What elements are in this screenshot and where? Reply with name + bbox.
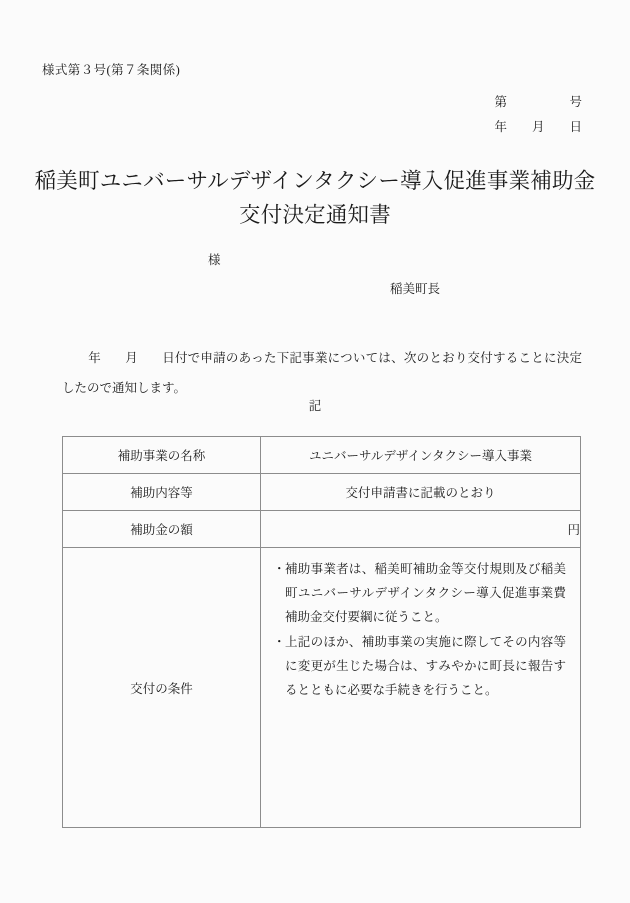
row-label-subsidy-amount: 補助金の額: [63, 511, 261, 548]
row-value-subsidy-content: 交付申請書に記載のとおり: [261, 474, 581, 511]
document-number-line: 第 号: [494, 95, 582, 109]
row-value-subsidy-amount: 円: [261, 511, 581, 548]
conditions-list: [273, 557, 566, 702]
title-line-2: 交付決定通知書: [239, 203, 391, 227]
table-row: [63, 437, 581, 474]
body-paragraph: [62, 343, 582, 403]
table-row: [63, 474, 581, 511]
row-label-grant-conditions: 交付の条件: [63, 548, 261, 828]
row-label-subsidy-content: 補助内容等: [63, 474, 261, 511]
condition-text: 補助事業者は、稲美町補助金等交付規則及び稲美町ユニバーサルデザインタクシー導入促進事業費補助金交付要綱に従うこと。: [285, 562, 566, 624]
body-month-blank: 月: [124, 350, 138, 365]
body-sentence: 日付で申請のあった下記事業については、次のとおり交付することに決定したので通知します。: [62, 350, 582, 395]
form-number: 様式第３号(第７条関係): [42, 63, 181, 77]
addressee-honorific: 様: [208, 253, 221, 267]
ki-marker: 記: [308, 399, 322, 413]
table-row: [63, 548, 581, 828]
body-year-blank: 年: [88, 350, 101, 365]
grant-details-table: [62, 436, 581, 828]
list-item: [273, 557, 566, 629]
bullet-icon: ・: [273, 562, 286, 576]
row-label-project-name: 補助事業の名称: [63, 437, 261, 474]
list-item: [273, 630, 566, 702]
condition-text: 上記のほか、補助事業の実施に際してその内容等に変更が生じた場合は、すみやかに町長に報告するとともに必要な手続きを行うこと。: [285, 635, 566, 697]
document-number-block: [494, 90, 582, 140]
issuer-name: 稲美町長: [390, 282, 441, 296]
page-title: [0, 164, 630, 232]
bullet-icon: ・: [273, 635, 286, 649]
row-value-project-name: ユニバーサルデザインタクシー導入事業: [261, 437, 581, 474]
title-line-1: 稲美町ユニバーサルデザインタクシー導入促進事業補助金: [34, 169, 596, 193]
row-value-grant-conditions: [261, 548, 581, 828]
document-date-line: 年 月 日: [494, 120, 582, 134]
table-row: [63, 511, 581, 548]
